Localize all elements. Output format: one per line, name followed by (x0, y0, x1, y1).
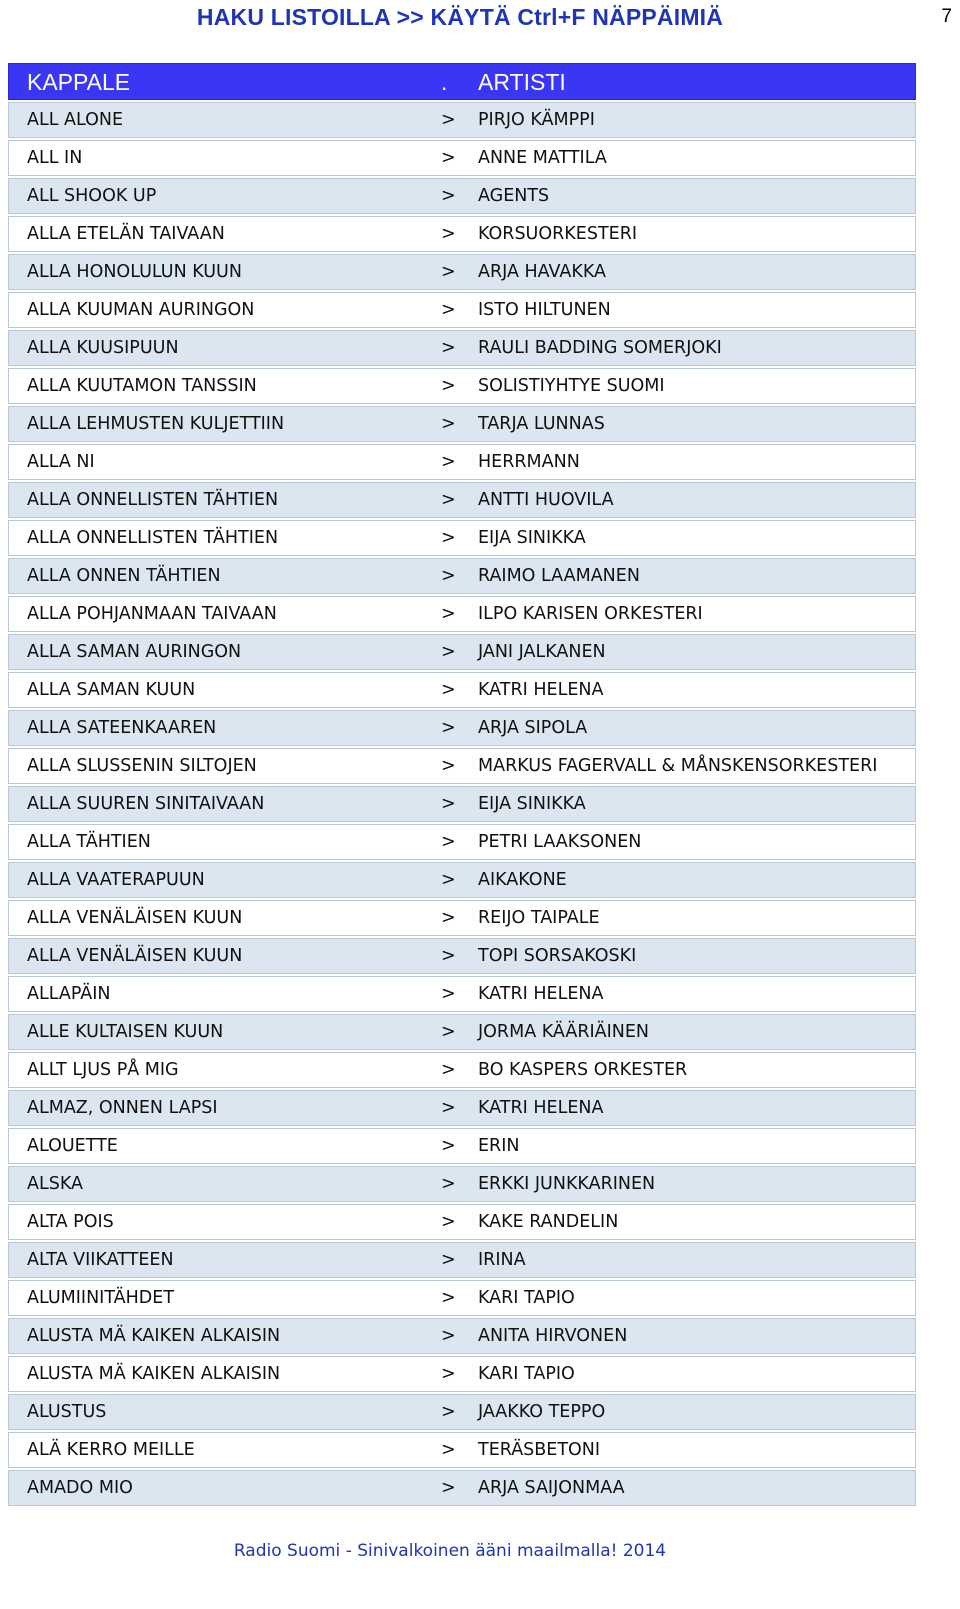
table-row (8, 140, 916, 176)
artist-cell: IRINA (478, 1250, 526, 1270)
row-separator: > (441, 528, 456, 548)
song-title-cell: ALL SHOOK UP (27, 186, 157, 206)
row-separator: > (441, 1098, 456, 1118)
artist-cell: TARJA LUNNAS (478, 414, 605, 434)
table-row (8, 1204, 916, 1240)
row-separator: > (441, 794, 456, 814)
page-header (0, 0, 960, 36)
artist-cell: ARJA SAIJONMAA (478, 1478, 625, 1498)
table-row (8, 368, 916, 404)
table-row (8, 824, 916, 860)
table-row (8, 1356, 916, 1392)
artist-cell: TOPI SORSAKOSKI (478, 946, 637, 966)
row-separator: > (441, 1440, 456, 1460)
artist-cell: HERRMANN (478, 452, 580, 472)
song-title-cell: ALLA KUUTAMON TANSSIN (27, 376, 257, 396)
page-footer: Radio Suomi - Sinivalkoinen ääni maailmalla! 2014 (233, 1541, 667, 1561)
table-row (8, 178, 916, 214)
column-header-separator: . (441, 69, 448, 95)
row-separator: > (441, 718, 456, 738)
artist-cell: KORSUORKESTERI (478, 224, 638, 244)
row-separator: > (441, 984, 456, 1004)
row-separator: > (441, 1136, 456, 1156)
row-separator: > (441, 946, 456, 966)
table-row (8, 634, 916, 670)
table-row (8, 292, 916, 328)
column-header-song: KAPPALE (27, 69, 131, 95)
artist-cell: ARJA HAVAKKA (478, 262, 606, 282)
song-title-cell: ALLA SAMAN AURINGON (27, 642, 242, 662)
table-row (8, 596, 916, 632)
song-title-cell: ALLA NI (27, 452, 95, 472)
song-title-cell: ALLA SLUSSENIN SILTOJEN (27, 756, 257, 776)
table-row (8, 1394, 916, 1430)
row-separator: > (441, 110, 456, 130)
artist-cell: ANNE MATTILA (478, 148, 607, 168)
table-header (8, 63, 916, 100)
artist-cell: KARI TAPIO (478, 1288, 575, 1308)
row-separator: > (441, 300, 456, 320)
song-title-cell: ALLA KUUSIPUUN (27, 338, 179, 358)
table-row (8, 900, 916, 936)
artist-cell: ANITA HIRVONEN (478, 1326, 628, 1346)
artist-cell: JORMA KÄÄRIÄINEN (478, 1022, 650, 1042)
row-separator: > (441, 1402, 456, 1422)
page-number: 7 (941, 6, 952, 27)
artist-cell: JAAKKO TEPPO (478, 1402, 606, 1422)
row-separator: > (441, 1060, 456, 1080)
song-title-cell: ALLA HONOLULUN KUUN (27, 262, 242, 282)
song-title-cell: ALLT LJUS PÅ MIG (27, 1060, 179, 1080)
song-title-cell: ALLA POHJANMAAN TAIVAAN (27, 604, 277, 624)
song-title-cell: ALL IN (27, 148, 83, 168)
page-title: HAKU LISTOILLA >> KÄYTÄ Ctrl+F NÄPPÄIMIÄ (196, 4, 724, 30)
song-title-cell: ALLA ETELÄN TAIVAAN (27, 224, 225, 244)
artist-cell: ARJA SIPOLA (478, 718, 588, 738)
song-title-cell: ALLA VENÄLÄISEN KUUN (27, 908, 243, 928)
song-title-cell: ALLA KUUMAN AURINGON (27, 300, 255, 320)
table-row (8, 254, 916, 290)
row-separator: > (441, 148, 456, 168)
song-title-cell: ALLE KULTAISEN KUUN (27, 1022, 224, 1042)
song-title-cell: ALL ALONE (27, 110, 124, 130)
table-row (8, 786, 916, 822)
table-row (8, 1318, 916, 1354)
table-row (8, 1014, 916, 1050)
artist-cell: RAIMO LAAMANEN (478, 566, 640, 586)
artist-cell: ILPO KARISEN ORKESTERI (478, 604, 703, 624)
row-separator: > (441, 1174, 456, 1194)
song-title-cell: ALLA ONNELLISTEN TÄHTIEN (27, 528, 279, 548)
song-title-cell: ALTA POIS (27, 1212, 114, 1232)
song-title-cell: ALLA VENÄLÄISEN KUUN (27, 946, 243, 966)
row-separator: > (441, 262, 456, 282)
artist-cell: PIRJO KÄMPPI (478, 110, 595, 130)
artist-cell: EIJA SINIKKA (478, 528, 586, 548)
row-separator: > (441, 870, 456, 890)
song-title-cell: ALUMIINITÄHDET (27, 1288, 175, 1308)
song-title-cell: ALUSTA MÄ KAIKEN ALKAISIN (27, 1364, 281, 1384)
artist-cell: AIKAKONE (478, 870, 567, 890)
table-row (8, 1470, 916, 1506)
row-separator: > (441, 832, 456, 852)
table-body (8, 102, 916, 1506)
artist-cell: ERIN (478, 1136, 520, 1156)
table-row (8, 406, 916, 442)
song-title-cell: ALLA VAATERAPUUN (27, 870, 205, 890)
table-row (8, 1432, 916, 1468)
song-title-cell: ALUSTA MÄ KAIKEN ALKAISIN (27, 1326, 281, 1346)
column-header-artist: ARTISTI (478, 69, 566, 95)
table-row (8, 938, 916, 974)
artist-cell: EIJA SINIKKA (478, 794, 586, 814)
song-title-cell: ALTA VIIKATTEEN (27, 1250, 174, 1270)
table-row (8, 444, 916, 480)
row-separator: > (441, 1022, 456, 1042)
row-separator: > (441, 376, 456, 396)
song-table (8, 63, 916, 1508)
table-row (8, 1090, 916, 1126)
row-separator: > (441, 566, 456, 586)
row-separator: > (441, 490, 456, 510)
row-separator: > (441, 1326, 456, 1346)
artist-cell: ISTO HILTUNEN (478, 300, 611, 320)
song-title-cell: ALLA ONNEN TÄHTIEN (27, 566, 221, 586)
row-separator: > (441, 908, 456, 928)
table-row (8, 520, 916, 556)
song-title-cell: ALSKA (27, 1174, 83, 1194)
row-separator: > (441, 1288, 456, 1308)
row-separator: > (441, 338, 456, 358)
artist-cell: BO KASPERS ORKESTER (478, 1060, 688, 1080)
table-row (8, 216, 916, 252)
artist-cell: MARKUS FAGERVALL & MÅNSKENSORKESTERI (478, 756, 878, 776)
song-title-cell: ALMAZ, ONNEN LAPSI (27, 1098, 218, 1118)
song-title-cell: ALUSTUS (27, 1402, 107, 1422)
table-row (8, 558, 916, 594)
song-title-cell: ALOUETTE (27, 1136, 118, 1156)
artist-cell: SOLISTIYHTYE SUOMI (478, 376, 665, 396)
table-row (8, 748, 916, 784)
row-separator: > (441, 224, 456, 244)
table-row (8, 1128, 916, 1164)
row-separator: > (441, 1212, 456, 1232)
artist-cell: KARI TAPIO (478, 1364, 575, 1384)
table-row (8, 976, 916, 1012)
artist-cell: PETRI LAAKSONEN (478, 832, 642, 852)
table-row (8, 862, 916, 898)
row-separator: > (441, 1478, 456, 1498)
row-separator: > (441, 452, 456, 472)
row-separator: > (441, 756, 456, 776)
row-separator: > (441, 1364, 456, 1384)
row-separator: > (441, 1250, 456, 1270)
artist-cell: KATRI HELENA (478, 680, 604, 700)
artist-cell: KATRI HELENA (478, 1098, 604, 1118)
artist-cell: KAKE RANDELIN (478, 1212, 619, 1232)
row-separator: > (441, 680, 456, 700)
row-separator: > (441, 604, 456, 624)
song-title-cell: ALLA SUUREN SINITAIVAAN (27, 794, 265, 814)
table-row (8, 1242, 916, 1278)
song-title-cell: ALLA TÄHTIEN (27, 832, 151, 852)
artist-cell: JANI JALKANEN (478, 642, 606, 662)
table-row (8, 102, 916, 138)
artist-cell: TERÄSBETONI (478, 1440, 601, 1460)
artist-cell: KATRI HELENA (478, 984, 604, 1004)
song-title-cell: ALLA ONNELLISTEN TÄHTIEN (27, 490, 279, 510)
table-row (8, 482, 916, 518)
song-title-cell: ALLA SATEENKAAREN (27, 718, 217, 738)
artist-cell: ERKKI JUNKKARINEN (478, 1174, 656, 1194)
row-separator: > (441, 414, 456, 434)
table-row (8, 672, 916, 708)
row-separator: > (441, 642, 456, 662)
artist-cell: REIJO TAIPALE (478, 908, 600, 928)
song-title-cell: ALÄ KERRO MEILLE (27, 1440, 195, 1460)
song-title-cell: AMADO MIO (27, 1478, 133, 1498)
song-title-cell: ALLA SAMAN KUUN (27, 680, 196, 700)
song-title-cell: ALLA LEHMUSTEN KULJETTIIN (27, 414, 285, 434)
song-title-cell: ALLAPÄIN (27, 984, 111, 1004)
table-row (8, 330, 916, 366)
row-separator: > (441, 186, 456, 206)
artist-cell: RAULI BADDING SOMERJOKI (478, 338, 722, 358)
table-row (8, 1052, 916, 1088)
artist-cell: AGENTS (478, 186, 550, 206)
table-row (8, 1280, 916, 1316)
table-row (8, 1166, 916, 1202)
artist-cell: ANTTI HUOVILA (478, 490, 614, 510)
table-row (8, 710, 916, 746)
